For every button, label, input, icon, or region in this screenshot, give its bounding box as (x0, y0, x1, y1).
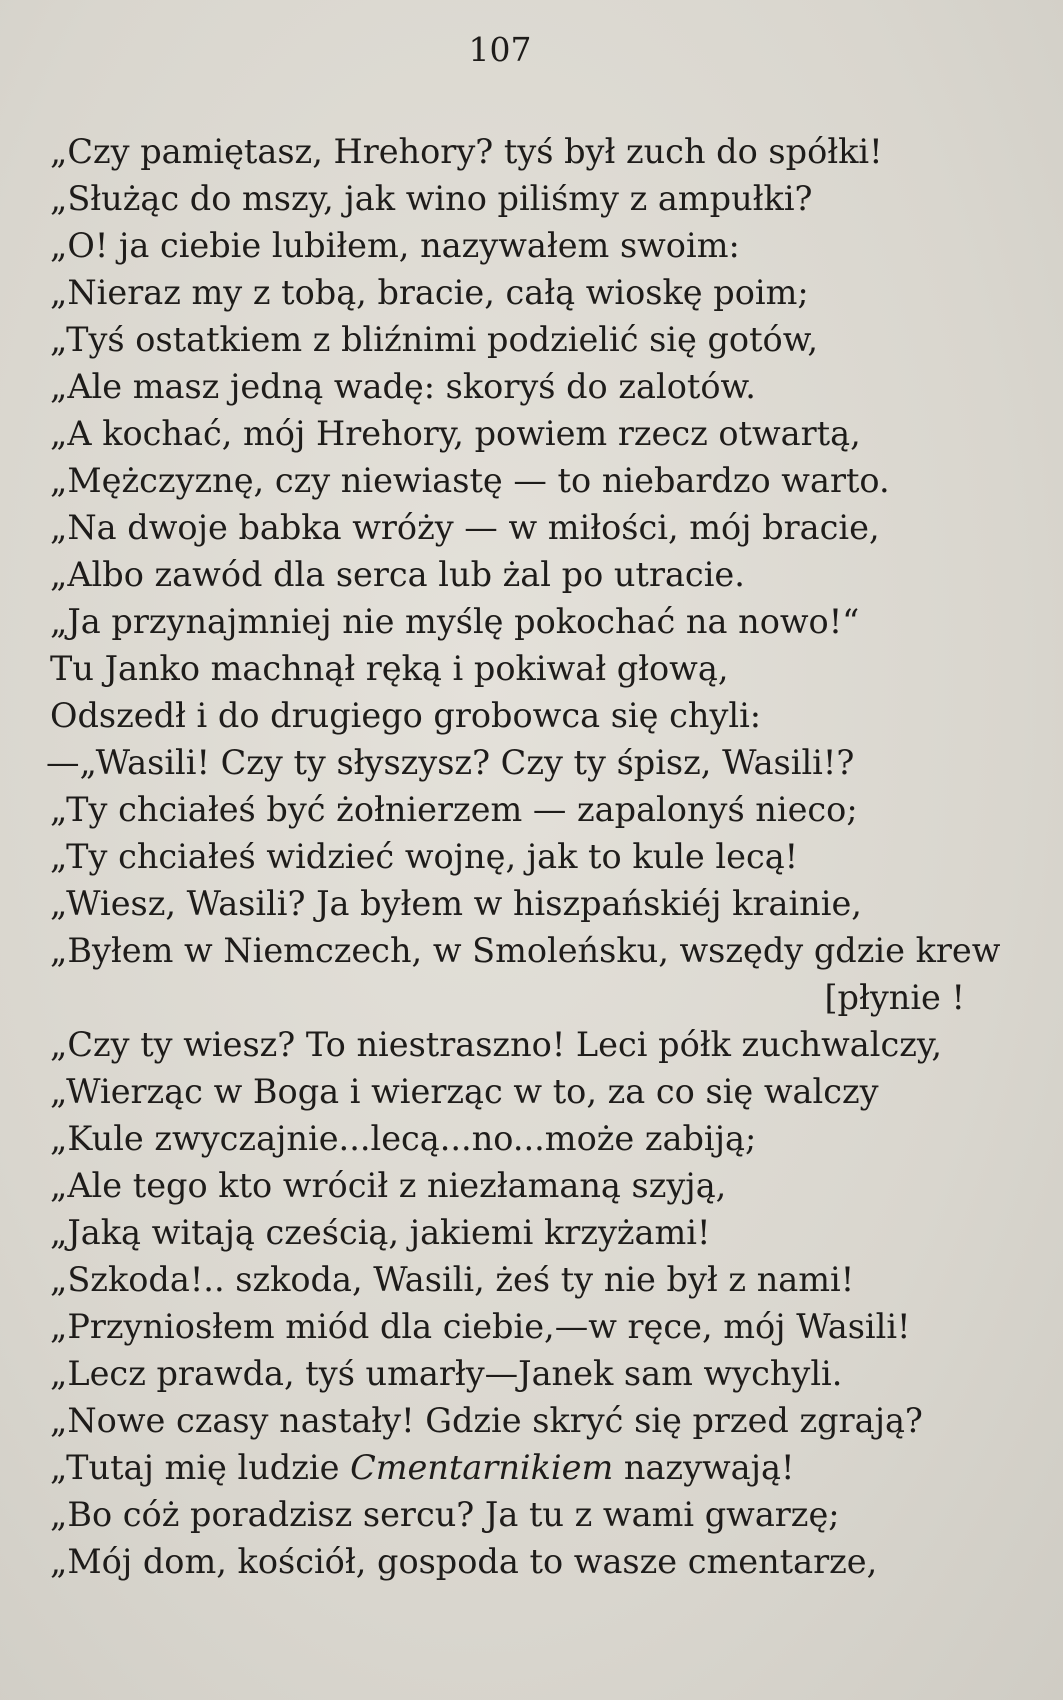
verse-line: „Ja przynajmniej nie myślę pokochać na nowo!“ (50, 602, 860, 641)
verse-line: „Na dwoje babka wróży — w miłości, mój bracie, (50, 508, 880, 547)
verse-line-end: nazywają! (613, 1448, 795, 1487)
verse-line (50, 1444, 980, 1491)
verse-line: „Ale tego kto wrócił z niezłamaną szyją, (50, 1166, 727, 1205)
verse-line: „Jaką witają cześcią, jakiemi krzyżami! (50, 1213, 711, 1252)
verse-line: „Byłem w Niemczech, w Smoleńsku, wszędy gdzie krew (50, 931, 1001, 970)
verse-line: —„Wasili! Czy ty słyszysz? Czy ty śpisz, Wasili!? (46, 743, 855, 782)
italic-word: Cmentarnikiem (350, 1448, 614, 1487)
verse-line-start: „Tutaj mię ludzie (50, 1448, 351, 1487)
verse-line: „O! ja ciebie lubiłem, nazywałem swoim: (50, 226, 740, 265)
verse-line-continuation: [płynie ! (824, 978, 965, 1017)
verse-line: „Czy pamiętasz, Hrehory? tyś był zuch do spółki! (50, 132, 883, 171)
verse-line: „Szkoda!.. szkoda, Wasili, żeś ty nie był z nami! (50, 1260, 855, 1299)
page-number: 107 (468, 30, 532, 69)
verse-line: „Bo cóż poradzisz sercu? Ja tu z wami gwarzę; (50, 1495, 840, 1534)
verse-line: Tu Janko machnął ręką i pokiwał głową, (50, 649, 729, 688)
poem-text (46, 128, 1001, 1585)
verse-line: „Albo zawód dla serca lub żal po utracie. (50, 555, 745, 594)
verse-line: „Przyniosłem miód dla ciebie,—w ręce, mój Wasili! (50, 1307, 911, 1346)
verse-line: „Mój dom, kościół, gospoda to wasze cmentarze, (50, 1542, 878, 1581)
verse-line: „Czy ty wiesz? To niestraszno! Leci półk zuchwalczy, (50, 1025, 943, 1064)
verse-line: „Lecz prawda, tyś umarły—Janek sam wychyli. (50, 1354, 843, 1393)
verse-line: „Nieraz my z tobą, bracie, całą wioskę poim; (50, 273, 809, 312)
verse-line: „Ty chciałeś być żołnierzem — zapalonyś nieco; (50, 790, 858, 829)
verse-line: „Ale masz jedną wadę: skoryś do zalotów. (50, 367, 756, 406)
verse-line: „Nowe czasy nastały! Gdzie skryć się przed zgrają? (50, 1401, 923, 1440)
verse-line: „Kule zwyczajnie...lecą...no...może zabiją; (50, 1119, 757, 1158)
verse-line: „Wierząc w Boga i wierząc w to, za co się walczy (50, 1072, 879, 1111)
verse-line: „Mężczyznę, czy niewiastę — to niebardzo warto. (50, 461, 890, 500)
verse-line: „Wiesz, Wasili? Ja byłem w hiszpańskiéj krainie, (50, 884, 862, 923)
verse-line: „A kochać, mój Hrehory, powiem rzecz otwartą, (50, 414, 861, 453)
verse-line: Odszedł i do drugiego grobowca się chyli: (50, 696, 762, 735)
verse-line: „Służąc do mszy, jak wino piliśmy z ampułki? (50, 179, 813, 218)
verse-line: „Ty chciałeś widzieć wojnę, jak to kule lecą! (50, 837, 799, 876)
verse-line: „Tyś ostatkiem z bliźnimi podzielić się gotów, (50, 320, 819, 359)
